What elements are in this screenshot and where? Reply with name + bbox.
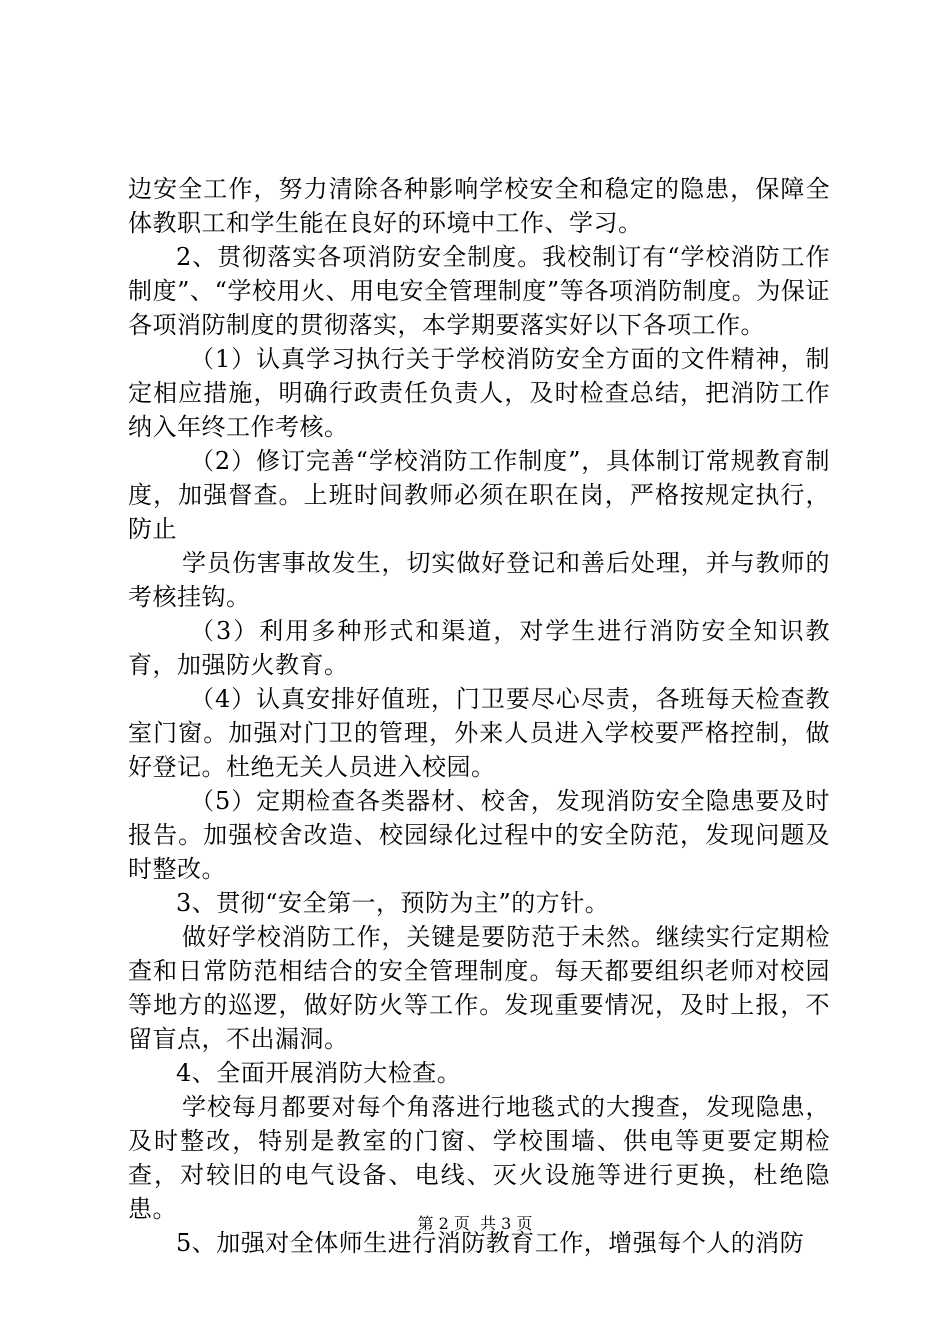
- page-footer: 第 2 页 共 3 页: [417, 1214, 533, 1233]
- paragraph-9: 3、贯彻“安全第一，预防为主”的方针。: [176, 889, 610, 917]
- paragraph-3: （1）认真学习执行关于学校消防安全方面的文件精神，制定相应措施，明确行政责任负责人，及时检查总结，把消防工作纳入年终工作考核。: [128, 345, 830, 441]
- document-body: [128, 172, 830, 1260]
- paragraph-8: （5）定期检查各类器材、校舍，发现消防安全隐患要及时报告。加强校舍改造、校园绿化过程中的安全防范，发现问题及时整改。: [128, 787, 830, 883]
- paragraph-7: （4）认真安排好值班，门卫要尽心尽责，各班每天检查教室门窗。加强对门卫的管理，外来人员进入学校要严格控制，做好登记。杜绝无关人员进入校园。: [128, 685, 830, 781]
- paragraph-2: 2、贯彻落实各项消防安全制度。我校制订有“学校消防工作制度”、“学校用火、用电安全管理制度”等各项消防制度。为保证各项消防制度的贯彻落实，本学期要落实好以下各项工作。: [128, 243, 830, 339]
- paragraph-4: （2）修订完善“学校消防工作制度”，具体制订常规教育制度，加强督查。上班时间教师必须在职在岗，严格按规定执行，防止: [128, 447, 830, 543]
- paragraph-11: 4、全面开展消防大检查。: [176, 1059, 462, 1087]
- paragraph-12: 学校每月都要对每个角落进行地毯式的大搜查，发现隐患，及时整改，特别是教室的门窗、学校围墙、供电等更要定期检查，对较旧的电气设备、电线、灭火设施等进行更换，杜绝隐患。: [128, 1093, 830, 1223]
- paragraph-5: 学员伤害事故发生，切实做好登记和善后处理，并与教师的考核挂钩。: [128, 549, 830, 611]
- paragraph-6: （3）利用多种形式和渠道，对学生进行消防安全知识教育，加强防火教育。: [128, 617, 830, 679]
- paragraph-1: 边安全工作，努力清除各种影响学校安全和稳定的隐患，保障全体教职工和学生能在良好的环境中工作、学习。: [128, 175, 830, 237]
- paragraph-10: 做好学校消防工作，关键是要防范于未然。继续实行定期检查和日常防范相结合的安全管理制度。每天都要组织老师对校园等地方的巡逻，做好防火等工作。发现重要情况，及时上报，不留盲点，不出漏洞。: [128, 923, 830, 1053]
- paragraph-13: 5、加强对全体师生进行消防教育工作，增强每个人的消防: [176, 1229, 805, 1257]
